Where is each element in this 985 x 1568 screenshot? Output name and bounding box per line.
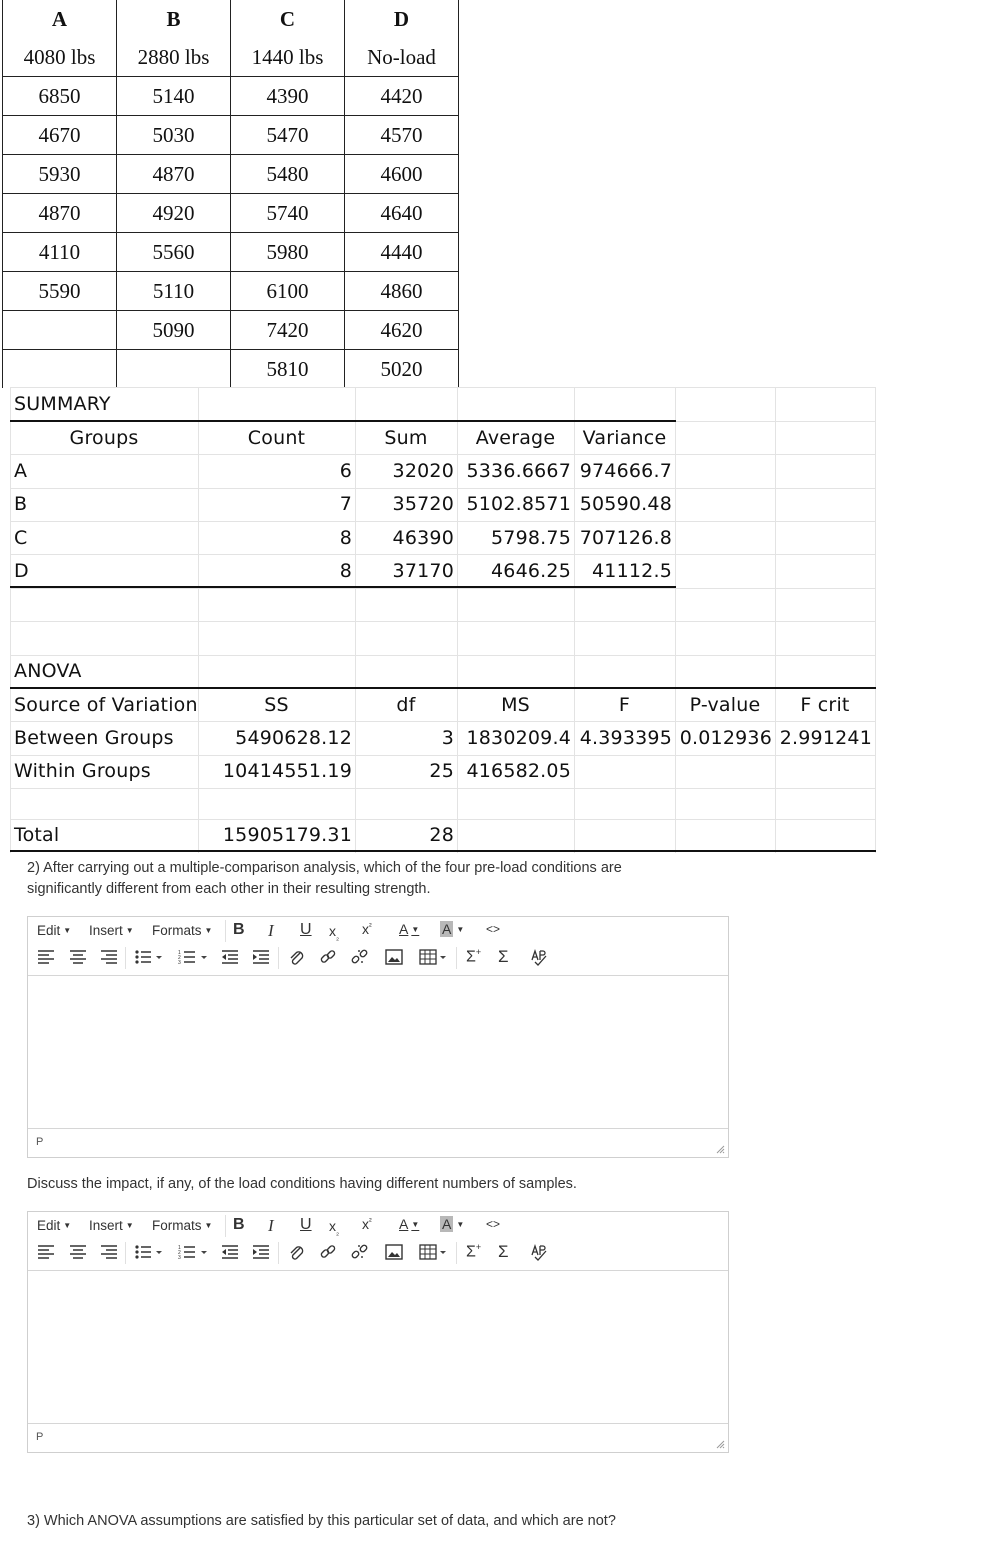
question-2 (27, 858, 622, 900)
background-color-label: A (442, 921, 452, 937)
group-header: C (231, 0, 345, 38)
summary-group: B (14, 493, 28, 515)
resize-handle-icon[interactable] (716, 1440, 725, 1449)
table-cell: 5480 (231, 155, 345, 194)
summary-group: A (14, 460, 28, 482)
indent-icon[interactable] (252, 949, 270, 965)
anova-header-df: df (396, 694, 416, 716)
summary-average: 4646.25 (491, 560, 571, 582)
anova-within-df: 25 (429, 760, 454, 782)
group-header: B (117, 0, 231, 38)
anova-title: ANOVA (14, 660, 82, 682)
svg-text:1: 1 (178, 1245, 181, 1251)
table-cell: 4620 (345, 311, 459, 350)
editor-content-area[interactable] (28, 975, 728, 1130)
underline-button[interactable]: U (300, 1216, 312, 1233)
table-row (3, 272, 459, 311)
gridline (875, 387, 876, 853)
editor-statusbar (28, 1423, 728, 1452)
align-right-icon[interactable] (100, 1244, 118, 1260)
summary-header-average: Average (475, 427, 556, 449)
summary-average: 5336.6667 (466, 460, 571, 482)
toolbar-separator (225, 920, 226, 942)
load-header: 2880 lbs (117, 38, 231, 77)
table-cell: 6850 (3, 77, 117, 116)
table-row (3, 77, 459, 116)
table-row (3, 194, 459, 233)
element-path: P (36, 1136, 44, 1148)
toolbar-separator (125, 1242, 126, 1264)
summary-sum: 46390 (392, 527, 454, 549)
subscript-icon[interactable]: $x_{_2}$ (329, 1218, 340, 1237)
gridline (10, 621, 876, 622)
anova-within-ms: 416582.05 (466, 760, 571, 782)
summary-sum: 35720 (392, 493, 454, 515)
question-3: 3) Which ANOVA assumptions are satisfied by this particular set of data, and which are not? (27, 1513, 616, 1529)
table-row (3, 155, 459, 194)
table-row (3, 311, 459, 350)
anova-between-fcrit: 2.991241 (779, 727, 872, 749)
summary-count: 8 (339, 527, 352, 549)
unlink-icon[interactable] (350, 1243, 370, 1261)
insert-menu[interactable]: Insert ▼ (89, 923, 134, 938)
load-header: 4080 lbs (3, 38, 117, 77)
numbered-list-icon[interactable] (178, 949, 210, 965)
formats-menu[interactable]: Formats ▼ (152, 923, 213, 938)
table-cell: 4390 (231, 77, 345, 116)
anova-header-fcrit: F crit (800, 694, 850, 716)
image-icon[interactable] (385, 1244, 403, 1260)
text-color-button[interactable]: A ▼ (399, 921, 420, 937)
code-button[interactable]: <> (486, 1217, 501, 1231)
summary-group: C (14, 527, 28, 549)
summary-header-variance: Variance (582, 427, 667, 449)
bold-button[interactable]: B (233, 921, 245, 938)
table-cell: 4860 (345, 272, 459, 311)
anova-header-ms: MS (501, 694, 530, 716)
resize-handle-icon[interactable] (716, 1145, 725, 1154)
gridline (10, 387, 876, 388)
load-header: No-load (345, 38, 459, 77)
table-cell: 4670 (3, 116, 117, 155)
summary-variance: 707126.8 (579, 527, 672, 549)
table-cell: 4870 (117, 155, 231, 194)
svg-text:1: 1 (178, 950, 181, 956)
summary-count: 8 (339, 560, 352, 582)
align-left-icon[interactable] (37, 1244, 55, 1260)
anova-total-label: Total (14, 824, 60, 846)
anova-between-df: 3 (441, 727, 454, 749)
superscript-icon[interactable]: $x^{^2}$ (362, 1216, 372, 1232)
edit-menu[interactable]: Edit ▼ (37, 1218, 72, 1233)
anova-header-ss: SS (264, 694, 289, 716)
unlink-icon[interactable] (350, 948, 370, 966)
editor-content-area[interactable] (28, 1270, 728, 1425)
toolbar-separator (225, 1215, 226, 1237)
equation-icon[interactable]: Σ+ (466, 1242, 482, 1261)
edit-menu-label: Edit (37, 1218, 61, 1233)
anova-between-p: 0.012936 (679, 727, 772, 749)
align-center-icon[interactable] (69, 949, 87, 965)
data-table (2, 0, 459, 388)
underline-button[interactable]: U (300, 921, 312, 938)
table-cell: 4570 (345, 116, 459, 155)
table-cell: 5590 (3, 272, 117, 311)
group-header: D (345, 0, 459, 38)
summary-average: 5798.75 (491, 527, 571, 549)
attachment-icon[interactable] (287, 948, 305, 966)
table-cell: 5560 (117, 233, 231, 272)
indent-icon[interactable] (252, 1244, 270, 1260)
insert-menu-label: Insert (89, 923, 123, 938)
background-color-button[interactable]: A ▼ (442, 1216, 465, 1232)
text-color-label: A (399, 1216, 409, 1232)
gridline (675, 387, 676, 853)
insert-menu[interactable]: Insert ▼ (89, 1218, 134, 1233)
anova-within-ss: 10414551.19 (222, 760, 352, 782)
table-cell: 5110 (117, 272, 231, 311)
excel-grid (10, 387, 876, 853)
table-cell: 6100 (231, 272, 345, 311)
table-cell: 5930 (3, 155, 117, 194)
toolbar-separator (456, 1242, 457, 1264)
group-header: A (3, 0, 117, 38)
load-header-row (3, 38, 459, 77)
summary-average: 5102.8571 (466, 493, 571, 515)
text-color-label: A (399, 921, 409, 937)
spellcheck-icon[interactable] (530, 1243, 548, 1261)
toolbar-separator (278, 947, 279, 969)
summary-header-count: Count (247, 427, 306, 449)
table-cell (3, 350, 117, 389)
table-cell (3, 311, 117, 350)
spellcheck-icon[interactable] (530, 948, 548, 966)
table-cell: 4870 (3, 194, 117, 233)
editor-statusbar (28, 1128, 728, 1157)
anova-header-f: F (618, 694, 631, 716)
link-icon[interactable] (319, 1243, 337, 1261)
anova-header-source: Source of Variation (14, 694, 198, 716)
equation-icon[interactable]: Σ+ (466, 947, 482, 966)
table-cell: 5470 (231, 116, 345, 155)
table-icon[interactable] (419, 949, 449, 965)
svg-text:2: 2 (178, 1250, 181, 1256)
image-icon[interactable] (385, 949, 403, 965)
formats-menu-label: Formats (152, 1218, 202, 1233)
svg-text:3: 3 (178, 960, 181, 965)
anova-total-ss: 15905179.31 (222, 824, 352, 846)
summary-header-groups: Groups (69, 427, 139, 449)
group-header-row (3, 0, 459, 38)
element-path: P (36, 1431, 44, 1443)
formats-menu-label: Formats (152, 923, 202, 938)
background-color-button[interactable]: A ▼ (442, 921, 465, 937)
gridline (10, 588, 876, 589)
italic-button[interactable]: I (268, 921, 274, 940)
table-cell: 5140 (117, 77, 231, 116)
superscript-icon[interactable]: $x^{^2}$ (362, 921, 372, 937)
text-color-button[interactable]: A ▼ (399, 1216, 420, 1232)
anova-between-ss: 5490628.12 (235, 727, 352, 749)
summary-sum: 37170 (392, 560, 454, 582)
answer-editor-1[interactable] (27, 916, 729, 1158)
table-icon[interactable] (419, 1244, 449, 1260)
editor-toolbar (28, 917, 728, 976)
table-cell: 7420 (231, 311, 345, 350)
anova-header-pvalue: P-value (689, 694, 761, 716)
table-cell: 5810 (231, 350, 345, 389)
summary-group: D (14, 560, 29, 582)
anova-between-f: 4.393395 (579, 727, 672, 749)
gridline (775, 387, 776, 853)
background-color-label: A (442, 1216, 452, 1232)
table-cell: 5090 (117, 311, 231, 350)
insert-menu-label: Insert (89, 1218, 123, 1233)
question-2-line-1: 2) After carrying out a multiple-comparison analysis, which of the four pre-load conditions are (27, 860, 622, 876)
table-cell: 4110 (3, 233, 117, 272)
bold-button[interactable]: B (233, 1216, 245, 1233)
attachment-icon[interactable] (287, 1243, 305, 1261)
table-row (3, 233, 459, 272)
edit-menu[interactable]: Edit ▼ (37, 923, 72, 938)
table-cell: 5740 (231, 194, 345, 233)
sigma-icon[interactable]: Σ (498, 947, 509, 966)
italic-button[interactable]: I (268, 1216, 274, 1235)
toolbar-separator (278, 1242, 279, 1264)
load-header: 1440 lbs (231, 38, 345, 77)
answer-editor-2[interactable] (27, 1211, 729, 1453)
table-cell: 4640 (345, 194, 459, 233)
table-cell: 4420 (345, 77, 459, 116)
summary-sum: 32020 (392, 460, 454, 482)
editor-toolbar (28, 1212, 728, 1271)
table-cell: 4600 (345, 155, 459, 194)
summary-variance: 50590.48 (579, 493, 672, 515)
summary-title: SUMMARY (14, 393, 111, 415)
table-cell: 4920 (117, 194, 231, 233)
table-cell: 4440 (345, 233, 459, 272)
formats-menu[interactable]: Formats ▼ (152, 1218, 213, 1233)
outdent-icon[interactable] (221, 949, 239, 965)
summary-count: 7 (339, 493, 352, 515)
table-cell: 5020 (345, 350, 459, 389)
summary-variance: 41112.5 (592, 560, 672, 582)
align-right-icon[interactable] (100, 949, 118, 965)
table-cell (117, 350, 231, 389)
gridline (10, 788, 876, 789)
code-button[interactable]: <> (486, 922, 501, 936)
sigma-icon[interactable]: Σ (498, 1242, 509, 1261)
summary-header-sum: Sum (384, 427, 428, 449)
align-center-icon[interactable] (69, 1244, 87, 1260)
outdent-icon[interactable] (221, 1244, 239, 1260)
bullet-list-icon[interactable] (134, 949, 164, 965)
table-row (3, 116, 459, 155)
question-2-line-2: significantly different from each other in their resulting strength. (27, 881, 431, 897)
summary-count: 6 (339, 460, 352, 482)
question-2b: Discuss the impact, if any, of the load conditions having different numbers of samples. (27, 1176, 577, 1192)
summary-variance: 974666.7 (579, 460, 672, 482)
table-cell: 5030 (117, 116, 231, 155)
anova-total-df: 28 (429, 824, 454, 846)
anova-within-label: Within Groups (14, 760, 151, 782)
svg-text:3: 3 (178, 1255, 181, 1260)
gridline (10, 655, 876, 656)
anova-between-label: Between Groups (14, 727, 174, 749)
svg-text:2: 2 (178, 955, 181, 961)
gridline (10, 387, 11, 853)
toolbar-separator (456, 947, 457, 969)
link-icon[interactable] (319, 948, 337, 966)
subscript-icon[interactable]: $x_{_2}$ (329, 923, 340, 942)
bullet-list-icon[interactable] (134, 1244, 164, 1260)
anova-between-ms: 1830209.4 (466, 727, 571, 749)
toolbar-separator (125, 947, 126, 969)
table-cell: 5980 (231, 233, 345, 272)
numbered-list-icon[interactable] (178, 1244, 210, 1260)
table-row (3, 350, 459, 389)
edit-menu-label: Edit (37, 923, 61, 938)
align-left-icon[interactable] (37, 949, 55, 965)
